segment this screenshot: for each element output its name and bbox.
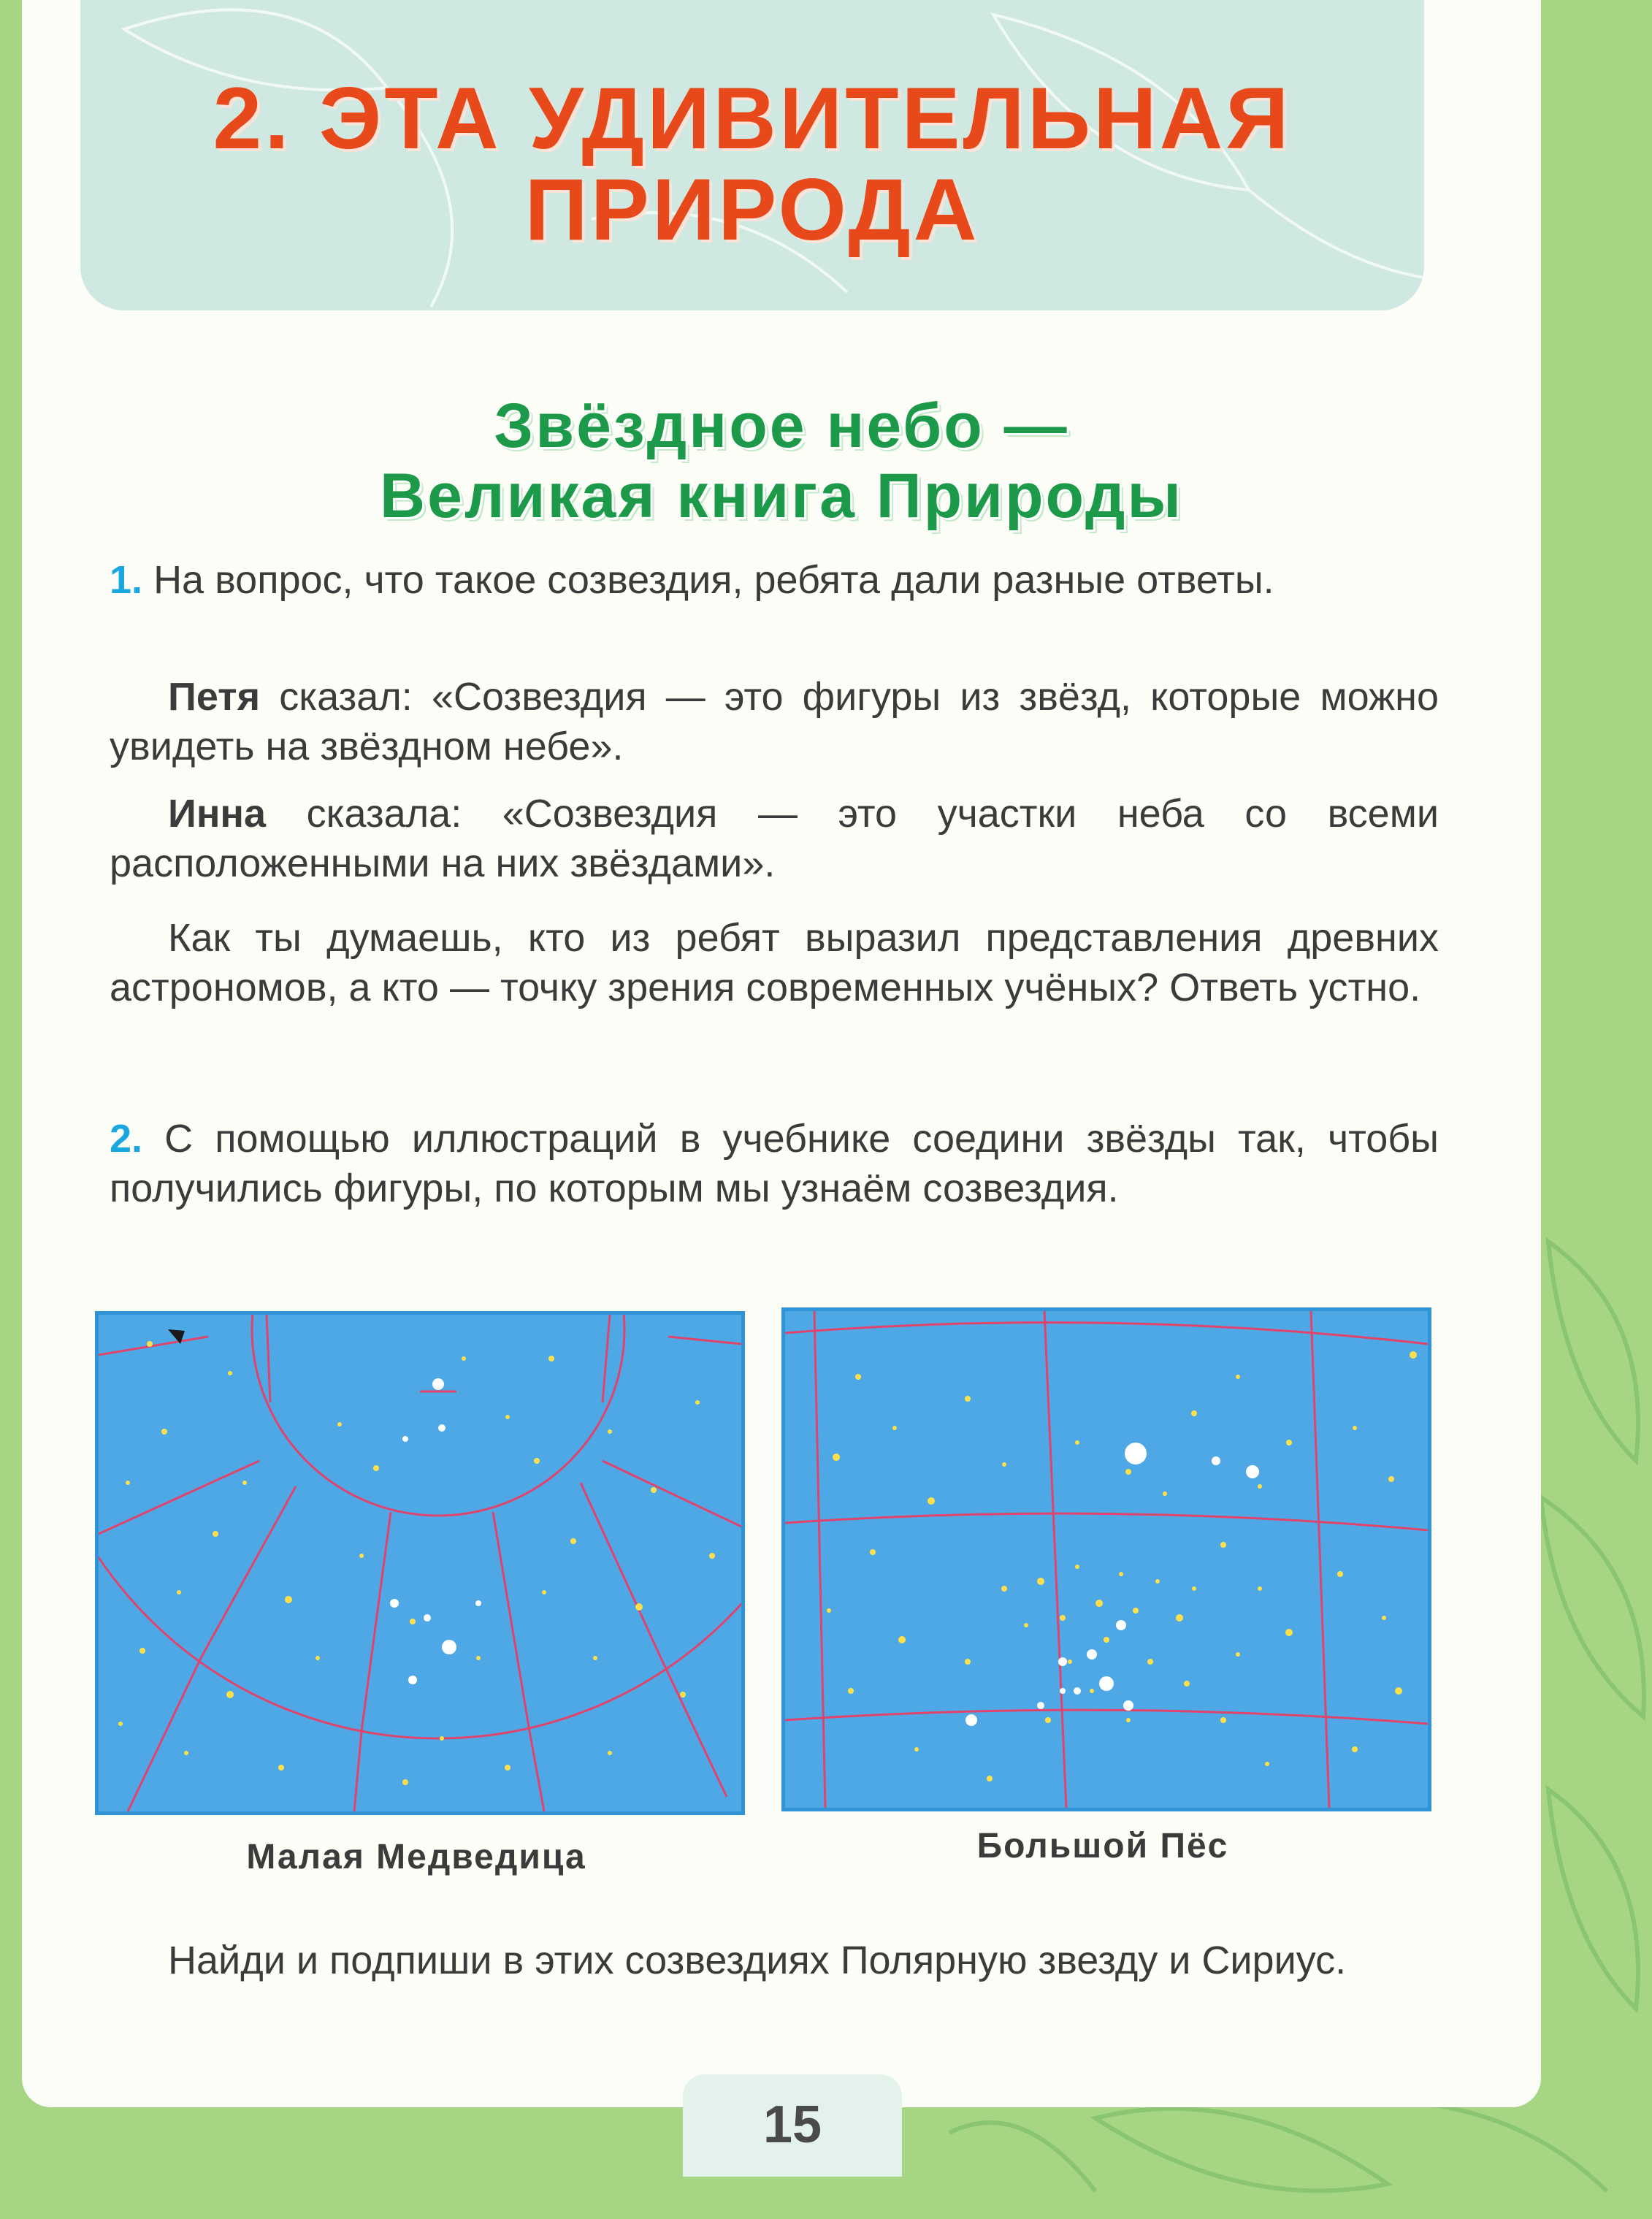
chapter-header	[80, 0, 1424, 310]
chapter-title	[80, 69, 1424, 259]
task2-instruction: С помощью иллюстраций в учебнике соедини звёзды так, чтобы получились фигуры, по которым мы узнаём созвездия.	[110, 1117, 1439, 1210]
lesson-title-line2: Великая книга Природы	[380, 461, 1183, 531]
lesson-title	[22, 391, 1541, 531]
petya-text: сказал: «Созвездия — это фигуры из звёзд, которые можно увидеть на звёздном небе».	[110, 675, 1439, 768]
map2-caption: Большой Пёс	[976, 1827, 1229, 1865]
little-dipper-chart	[99, 1315, 741, 1811]
task2-number: 2.	[110, 1117, 143, 1161]
lesson-title-line1: Звёздное небо —	[494, 391, 1069, 461]
task2-text	[110, 1114, 1439, 1213]
chapter-title-line1: 2. ЭТА УДИВИТЕЛЬНАЯ	[213, 69, 1292, 167]
task2-final-instruction: Найди и подпиши в этих созвездиях Полярную звезду и Сириус.	[168, 1939, 1347, 1982]
canis-major-chart	[785, 1311, 1428, 1808]
inna-name: Инна	[168, 792, 267, 836]
star-map-little-dipper[interactable]	[95, 1311, 745, 1815]
page-number-tab	[683, 2074, 902, 2177]
task1-number: 1.	[110, 558, 143, 602]
task1-text	[110, 555, 1439, 605]
page-number: 15	[762, 2096, 822, 2154]
task1-question-intro: На вопрос, что такое созвездия, ребята дали разные ответы.	[153, 558, 1274, 602]
petya-answer	[110, 672, 1439, 771]
task1-question: Как ты думаешь, кто из ребят выразил представления древних астрономов, а кто — точку зрения современных учёных? Ответь устно.	[110, 916, 1439, 1009]
inna-answer	[110, 789, 1439, 888]
petya-name: Петя	[168, 675, 261, 719]
map1-caption: Малая Медведица	[246, 1838, 586, 1876]
star-map-canis-major[interactable]	[781, 1307, 1431, 1811]
chapter-title-line2: ПРИРОДА	[524, 161, 980, 259]
inna-text: сказала: «Созвездия — это участки неба со всеми расположенными на них звёздами».	[110, 792, 1439, 885]
textbook-page	[22, 0, 1541, 2154]
